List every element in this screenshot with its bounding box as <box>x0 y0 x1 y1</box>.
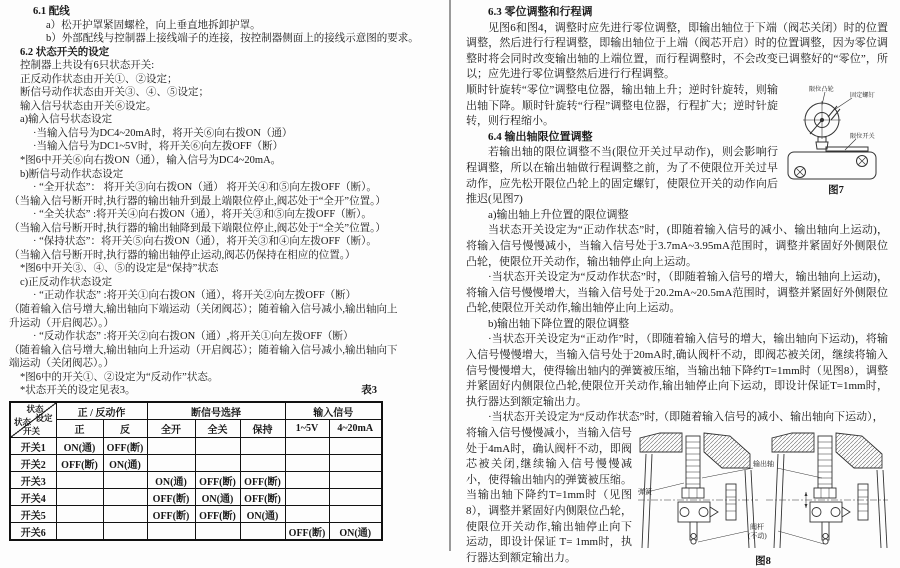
subsection-b-title: b)输出轴下降位置的限位调整 <box>488 317 630 330</box>
table-cell: ON(通) <box>329 523 382 540</box>
figure8-label-stem: 阀杆 <box>750 523 764 532</box>
table-cell: OFF(断) <box>147 506 195 523</box>
table-cell <box>329 472 382 489</box>
row-label: 开关1 <box>10 438 56 455</box>
row-label: 开关3 <box>10 472 56 489</box>
right-page <box>452 0 900 568</box>
text-line: b)断信号动作状态设定 <box>20 168 124 180</box>
text-line: ·当输入信号为DC1~5V时，将开关⑥向左拨OFF（断） <box>33 141 284 153</box>
text-line: *状态开关的设定见表3。 表3 <box>20 385 377 397</box>
figure7-label-cam: 限位凸轮 <box>809 85 834 93</box>
text-line: · “全开状态”： 将开关③向右拨ON（通） 将开关④和⑤向左拨OFF（断）。 <box>33 182 377 194</box>
text-line: *图6中的开关①、②设定为“反动作”状态。 <box>20 371 219 383</box>
section-6-4-title: 6.4 输出轴限位置调整 <box>488 130 593 143</box>
figure8-label-stem-note: (不动) <box>748 532 767 541</box>
section-with-figure8 <box>466 426 888 568</box>
table-row <box>10 506 382 523</box>
paragraph-b2-rest: 将输入信号慢慢减小，当输入信号处于4mA时，确认阀杆不动，即阀芯被关闭,继续输入信号慢慢减小，使得输出轴内的弹簧被压缩。当输出轴下降约T=1mm时（见图8），调整并紧固好内侧限位凸轮，使限位开关动作,输出轴停止向下运动，即设计保证 T= 1mm时，执行器达到额定输出力。 <box>466 427 632 564</box>
table-cell <box>329 438 382 455</box>
table-cell: ON(通) <box>147 472 195 489</box>
table-cell: OFF(断) <box>195 472 240 489</box>
text-line: （随着输入信号增大,输出轴向下端运动（关闭阀芯）；随着输入信号减小,输出轴向上 <box>9 304 398 316</box>
subheader-cell: 正 <box>56 420 103 438</box>
text-line: · “全关状态” :将开关④向右拨ON（通），将开关③和⑤向左拨OFF（断）。 <box>33 209 372 221</box>
table-cell <box>285 455 329 472</box>
figure7-caption: 图7 <box>828 184 844 196</box>
table-cell <box>56 489 103 506</box>
figure8-caption: 图8 <box>755 556 771 568</box>
text-line: 正反动作状态由开关①、②设定； <box>20 73 178 85</box>
table-corner-cell <box>10 402 56 438</box>
figure8-drawing <box>638 428 888 556</box>
table-cell <box>147 438 195 455</box>
text-line: b）外部配线与控制器上接线端子的连接，按控制器侧面上的接线示意图的要求。 <box>46 33 419 45</box>
text-line: · “反动作状态” :将开关②向右拨ON（通）,将开关①向左拨OFF（断） <box>33 331 354 343</box>
table-cell <box>147 523 195 540</box>
section-6-3-paragraph-wrap: 顺时针旋转“零位”调整电位器，输出轴上升；逆时针旋转，则输出轴下降。顺时针旋转“行程”调整电位器，行程扩大；逆时针旋转，则行程缩小。 <box>466 83 778 128</box>
table-cell: OFF(断) <box>240 472 285 489</box>
subheader-cell: 保持 <box>240 420 285 438</box>
table-cell: ON(通) <box>240 506 285 523</box>
table-cell: OFF(断) <box>285 523 329 540</box>
row-label: 开关2 <box>10 455 56 472</box>
table-subheader-row <box>10 420 382 438</box>
text-line: 6.2 状态开关的设定 <box>20 46 110 58</box>
text-line: （当输入信号断开时,执行器的输出轴停止运动,阀芯仍保持在相应的位置。） <box>9 249 356 261</box>
table-cell <box>240 438 285 455</box>
text-line: 输入信号状态由开关⑥设定。 <box>20 100 157 112</box>
page-divider <box>449 0 451 551</box>
corner-label-bottom: 状态 <box>14 416 32 427</box>
row-label: 开关4 <box>10 489 56 506</box>
figure7-drawing <box>784 83 888 185</box>
table-cell <box>285 489 329 506</box>
table-cell: ON(通) <box>103 455 147 472</box>
paragraph-b1: ·当状态开关设定为“正动作”时，（即随着输入信号的增大，输出轴向下运动)，将输入信号慢慢增大，当输入信号处于20mA时,确认阀杆不动，即阀芯被关闭，继续将输入信号慢慢增大，使得输出轴内的弹簧被压缩，当输出轴下降约T=1mm时（见图8），调整并紧固好内侧限位凸轮,使限位开关动作,输出轴停止向下运动，即设计保证T=1mm时，执行器达到额定输出力。 <box>466 333 888 408</box>
table-cell: ON(通) <box>56 438 103 455</box>
subsection-a-title: a)输出轴上升位置的限位调整 <box>488 208 629 221</box>
table-row <box>10 523 382 540</box>
left-page <box>0 0 447 551</box>
text-line: a)输入信号状态设定 <box>20 114 113 126</box>
table-row <box>10 472 382 489</box>
text-line: 控制器上共设有6只状态开关: <box>20 60 155 72</box>
table-cell <box>329 489 382 506</box>
figure8-label-spring: 弹簧 <box>638 488 652 497</box>
subheader-cell: 全关 <box>195 420 240 438</box>
table-cell <box>56 472 103 489</box>
figure7-label-switch: 限位开关 <box>850 132 875 140</box>
table-row <box>10 455 382 472</box>
row-label: 开关6 <box>10 523 56 540</box>
table-cell <box>56 523 103 540</box>
table-row <box>10 438 382 455</box>
subheader-cell: 4~20mA <box>329 420 382 438</box>
section-with-figure7 <box>466 83 888 270</box>
paragraph-a2: ·当状态开关设定为“反动作状态”时，（即随着输入信号的增大，输出轴向上运动)，将输入信号慢慢增大，当输入信号处于20.2mA~20.5mA范围时，调整并紧固好外侧限位凸轮,使限位开关动作,输出轴停止向上运动。 <box>466 271 888 315</box>
paragraph-b2-head: ·当状态开关设定为“反动作状态”时,（即随着输入信号的减小、输出轴向下运动）， <box>488 411 884 424</box>
text-line: *图6中开关⑥向右拨ON（通），输入信号为DC4~20mA。 <box>20 155 282 167</box>
table-cell <box>329 455 382 472</box>
text-line: （当输入信号断开时,执行器的输出轴降到最下端限位停止,阀芯处于“全关”位置。） <box>9 222 386 234</box>
table-cell <box>103 523 147 540</box>
text-line: · “保持状态”：将开关⑤向右拨ON（通），将开关③和④向左拨OFF（断）。 <box>33 236 377 248</box>
table-cell <box>147 455 195 472</box>
subheader-cell: 反 <box>103 420 147 438</box>
text-line: c)正反动作状态设定 <box>20 276 113 288</box>
text-line: 断信号动作状态由开关③、④、⑤设定； <box>20 87 209 99</box>
section-6-3-title: 6.3 零位调整和行程调 <box>488 6 593 18</box>
section-6-4-intro: 若输出轴的限位调整不当(限位开关过早动作)，则会影响行程调整，所以在输出轴做行程调整之前，为了不使限位开关过早动作，应先松开限位凸轮上的固定螺钉，使限位开关的动作向后推迟(见图7) <box>466 146 778 206</box>
figure8 <box>638 428 888 568</box>
paragraph-a1: 当状态开关设定为“正动作状态”时，(即随着输入信号的减小、输出轴向上运动)，将输入信号慢慢减小，当输入信号处于3.7mA~3.95mA范围时，调整并紧固好外侧限位凸轮，使限位开关动作，输出轴停止向上运动。 <box>466 224 888 268</box>
table-group-header-row <box>10 402 382 420</box>
table-cell: OFF(断) <box>240 489 285 506</box>
text-line: 6.1 配线 <box>33 6 70 17</box>
left-text-block <box>8 5 439 398</box>
figure7-label-screw: 固定螺钉 <box>850 91 875 99</box>
table-cell <box>103 472 147 489</box>
subheader-cell: 1~5V <box>285 420 329 438</box>
text-line: *图6中开关③、④、⑤的设定是“保持”状态 <box>20 263 219 275</box>
table-cell <box>285 506 329 523</box>
column-group-direct-reverse: 正 / 反动作 <box>56 402 147 420</box>
table-cell <box>285 438 329 455</box>
table-cell: OFF(断) <box>56 455 103 472</box>
table-cell <box>103 506 147 523</box>
table-cell <box>195 523 240 540</box>
section-6-3-paragraph: 见图6和图4，调整时应先进行零位调整，即输出轴位于下端（阀芯关闭）时的位置调整，然后进行行程调整，即输出轴位于上端（阀芯开启）时的位置调整，因为零位调整时将会同时改变输出轴的上端位置，而行程调整时，不会改变已调整好的“零位”，所以；应先进行零位调整然后进行行程调整。 <box>466 21 888 81</box>
table-number-label: 表3 <box>361 385 377 397</box>
text-line: · “正动作状态” :将开关①向右拨ON（通），将开关②向左拨OFF（断） <box>33 290 357 302</box>
text-line: 升运动（开启阀芯）。） <box>9 317 114 329</box>
table-cell <box>195 438 240 455</box>
figure7 <box>784 83 888 197</box>
corner-label-top2: 设定 <box>35 412 53 423</box>
text-line: 端运动（关闭阀芯）。） <box>9 358 114 370</box>
table-row <box>10 489 382 506</box>
table-cell <box>56 506 103 523</box>
text-line: a）松开护罩紧固螺栓，向上垂直地拆卸护罩。 <box>46 19 261 31</box>
column-group-signal-loss: 断信号选择 <box>147 402 285 420</box>
table-cell <box>103 489 147 506</box>
table-cell: OFF(断) <box>103 438 147 455</box>
corner-label-top: 状态 <box>26 403 44 414</box>
table-cell: ON(通) <box>195 489 240 506</box>
table-cell: OFF(断) <box>195 506 240 523</box>
text-line: ·当输入信号为DC4~20mA时，将开关⑥向右拨ON（通） <box>33 127 293 139</box>
text-line: （当输入信号断开时,执行器的输出轴升到最上端限位停止,阀芯处于“全开”位置。） <box>9 195 386 207</box>
state-table <box>9 401 383 541</box>
table-cell <box>285 472 329 489</box>
subheader-cell: 全开 <box>147 420 195 438</box>
table-cell <box>240 455 285 472</box>
column-group-input-signal: 输入信号 <box>285 402 382 420</box>
text-line: （随着输入信号增大,输出轴向上升运动（开启阀芯）；随着输入信号减小,输出轴向下 <box>9 344 398 356</box>
table-cell <box>329 506 382 523</box>
corner-label-bottom2: 开关 <box>23 425 41 436</box>
row-label: 开关5 <box>10 506 56 523</box>
table-cell: OFF(断) <box>147 489 195 506</box>
table-cell <box>240 523 285 540</box>
table-cell <box>195 455 240 472</box>
figure8-label-shaft: 输出轴 <box>753 460 774 469</box>
